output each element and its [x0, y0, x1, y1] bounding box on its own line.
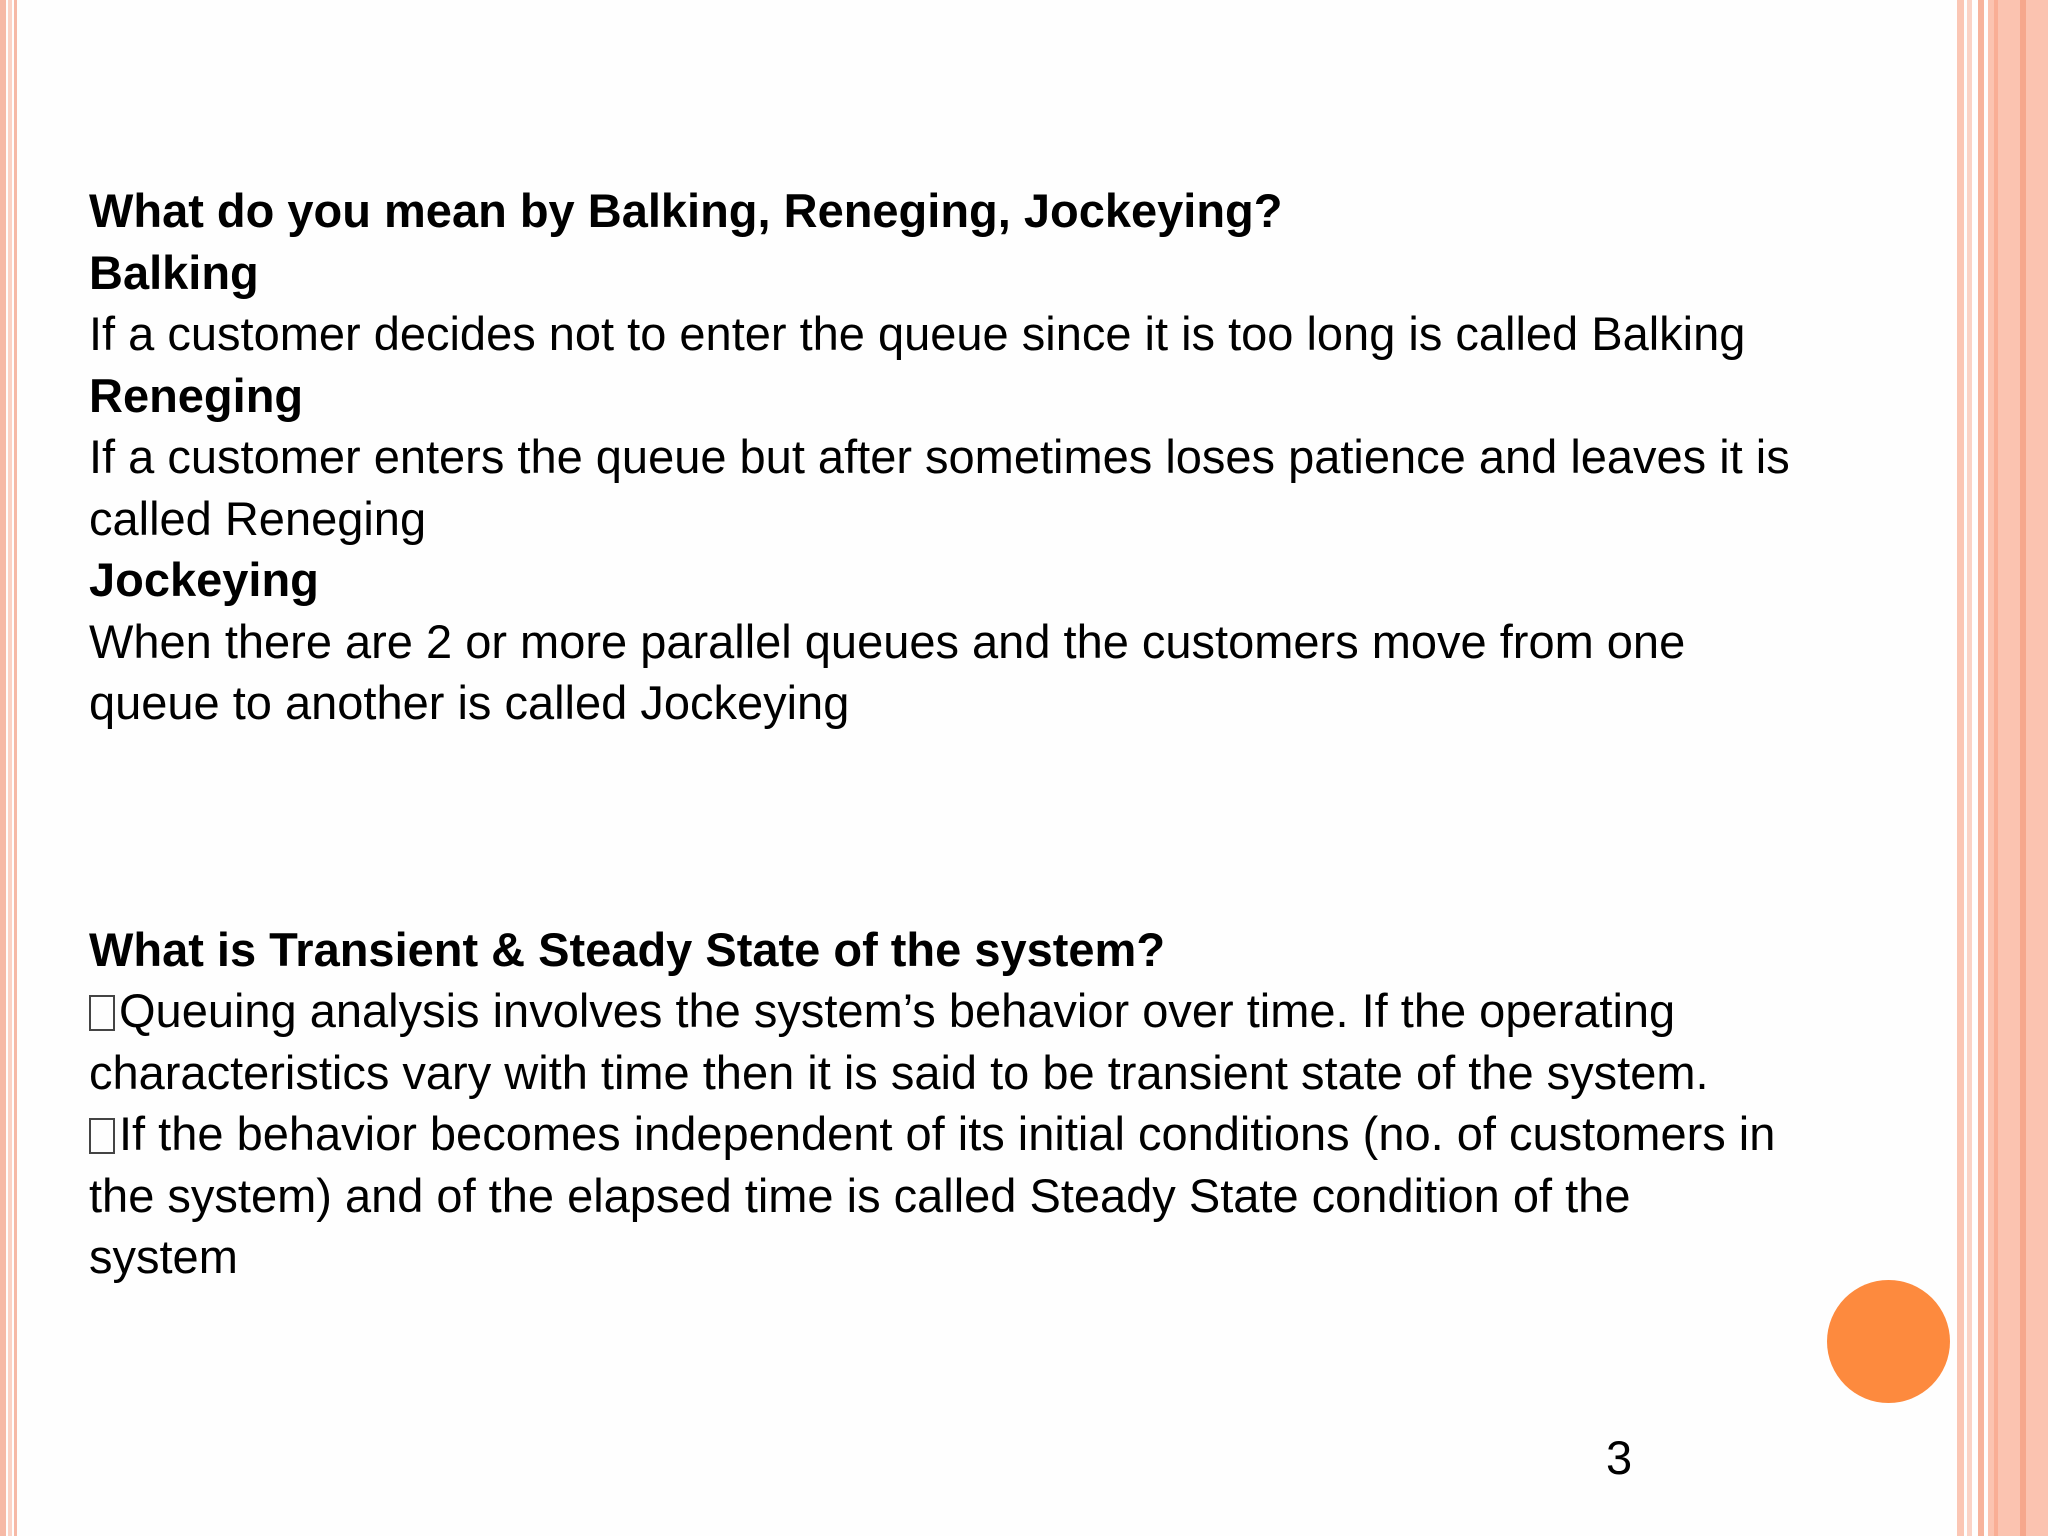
term-balking: Balking: [89, 245, 259, 299]
definition-reneging-line-1: If a customer enters the queue but after sometimes loses patience and leaves it is: [89, 430, 1790, 483]
bullet-steady-line-3: system: [89, 1230, 238, 1283]
left-border-stripe: [14, 0, 17, 1536]
term-reneging: Reneging: [89, 368, 304, 422]
decorative-circle: [1827, 1280, 1950, 1403]
definition-balking: If a customer decides not to enter the queue since it is too long is called Balking: [89, 307, 1746, 360]
section-heading-queue-behavior: What do you mean by Balking, Reneging, Jockeying?: [89, 184, 1283, 237]
section-spacer: [89, 734, 1949, 919]
bullet-transient-line-1: [89, 980, 1949, 1042]
bullet-steady-text: If the behavior becomes independent of its initial conditions (no. of customers in: [119, 1107, 1776, 1160]
right-border-stripe: [2020, 0, 2026, 1536]
bullet-transient-line-2: characteristics vary with time then it is said to be transient state of the system.: [89, 1045, 1709, 1099]
left-border-stripe: [8, 0, 12, 1536]
bullet-transient-text: Queuing analysis involves the system’s behavior over time. If the operating: [119, 984, 1676, 1037]
page-number: 3: [1606, 1431, 1633, 1484]
section-heading-system-states: What is Transient & Steady State of the system?: [89, 922, 1166, 976]
term-jockeying: Jockeying: [89, 553, 319, 606]
right-border-stripe: [1957, 0, 1964, 1536]
right-border-stripe: [1994, 0, 1998, 1536]
bullet-steady-line-2: the system) and of the elapsed time is called Steady State condition of the: [89, 1168, 1631, 1222]
bullet-box-icon: [89, 995, 115, 1031]
right-border-stripe: [1978, 0, 1984, 1536]
left-border-stripe: [0, 0, 6, 1536]
definition-reneging-line-2: called Reneging: [89, 491, 427, 545]
right-border-stripe: [1967, 0, 1972, 1536]
slide-body: [89, 180, 1949, 1288]
definition-jockeying-line-1: When there are 2 or more parallel queues and the customers move from one: [89, 614, 1686, 668]
bullet-steady-line-1: [89, 1103, 1949, 1165]
definition-jockeying-line-2: queue to another is called Jockeying: [89, 676, 850, 729]
bullet-box-icon: [89, 1118, 115, 1154]
